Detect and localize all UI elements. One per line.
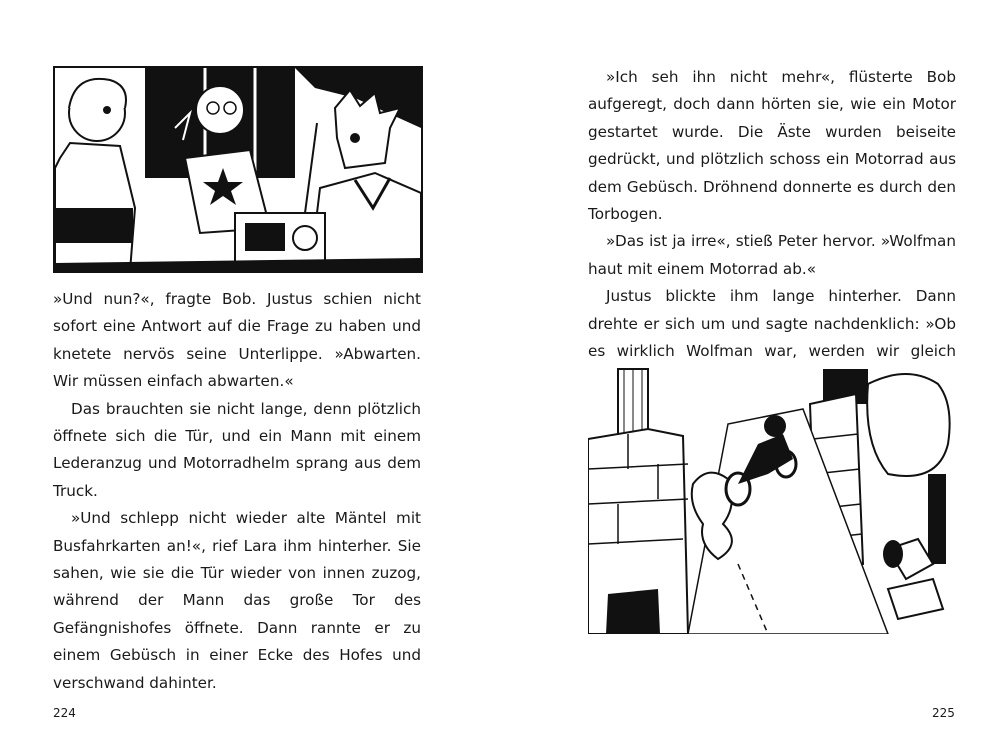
page-number: 224 [53, 706, 76, 720]
illustration-motorcycle-gate [588, 364, 954, 634]
page-number: 225 [932, 706, 955, 720]
paragraph: Das brauchten sie nicht lange, denn plötzlich öffnete sich die Tür, und ein Mann mit einem Lederanzug und Motorradhelm sprang aus dem Truck. [53, 399, 421, 500]
right-page-text [588, 64, 956, 393]
paragraph: »Und schlepp nicht wieder alte Mäntel mit Busfahrkarten an!«, rief Lara ihm hinterher. Sie sahen, wie sie die Tür wieder von innen zuzog, während der Mann das große Tor des Gefängnishofes öffnete. Dann rannte er zu einem Gebüsch in einer Ecke des Hofes und verschwand dahinter. [53, 509, 421, 692]
paragraph: »Und nun?«, fragte Bob. Justus schien nicht sofort eine Antwort auf die Frage zu haben und knetete nervös seine Unterlippe. »Abwarten. Wir müssen einfach abwarten.« [53, 290, 421, 391]
paragraph: »Ich seh ihn nicht mehr«, flüsterte Bob aufgeregt, doch dann hörten sie, wie ein Motor gestartet wurde. Die Äste wurden beiseite gedrückt, und plötzlich schoss ein Motorrad aus dem Gebüsch. Dröhnend donnerte es durch den Torbogen. [588, 68, 956, 224]
boys-radio-drawing [55, 68, 421, 271]
illustration-boys-with-radio [53, 66, 423, 273]
left-page-text [53, 286, 421, 697]
paragraph: Justus blickte ihm lange hinterher. Dann drehte er sich um und sagte nachdenklich: »Ob es wirklich Wolfman war, werden wir gleich [588, 287, 956, 361]
paragraph: »Das ist ja irre«, stieß Peter hervor. »Wolfman haut mit einem Motorrad ab.« [588, 232, 956, 278]
right-page [504, 0, 1008, 745]
motorcycle-gate-drawing [588, 364, 954, 634]
